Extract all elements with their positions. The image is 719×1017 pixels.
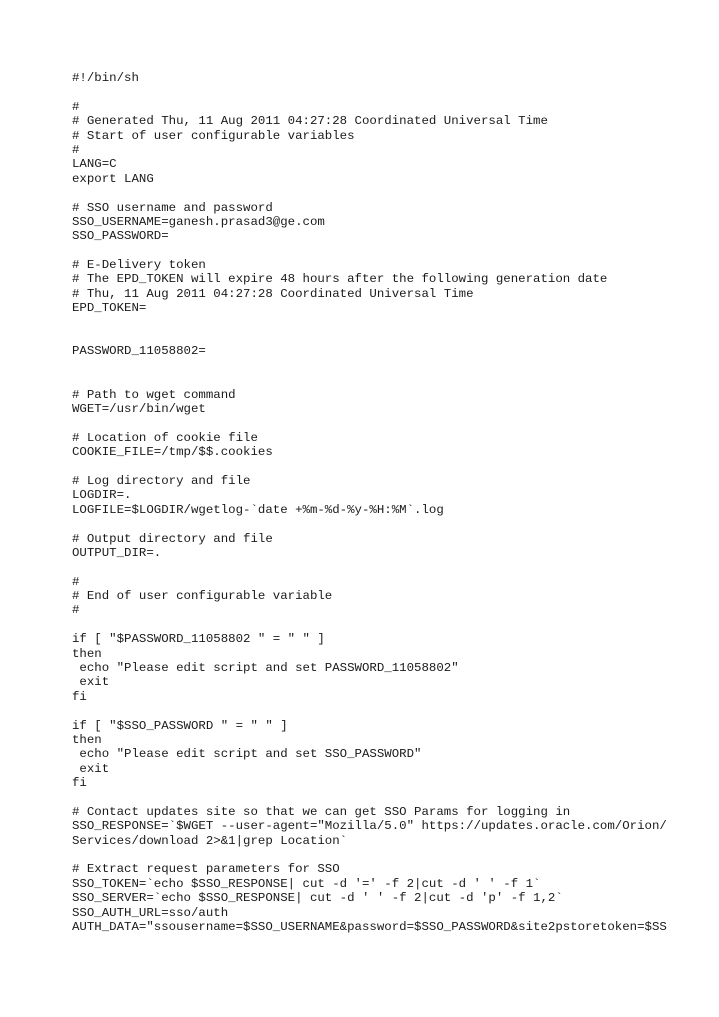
script-line: # E-Delivery token [72, 258, 206, 273]
script-line: EPD_TOKEN= [72, 301, 147, 316]
shell-script-text [72, 71, 712, 934]
blank-line [72, 373, 712, 387]
script-line: SSO_RESPONSE=`$WGET --user-agent="Mozilla/5.0" https://updates.oracle.com/Orion/ [72, 819, 667, 834]
blank-line [72, 848, 712, 862]
script-line: Services/download 2>&1|grep Location` [72, 833, 348, 848]
script-line: # Log directory and file [72, 473, 251, 488]
script-line: LOGDIR=. [72, 488, 132, 503]
script-line: SSO_AUTH_URL=sso/auth [72, 905, 229, 920]
script-line: export LANG [72, 171, 154, 186]
script-line: # Location of cookie file [72, 430, 258, 445]
blank-line [72, 359, 712, 373]
script-line: if [ "$PASSWORD_11058802 " = " " ] [72, 632, 325, 647]
blank-line [72, 704, 712, 718]
script-line: echo "Please edit script and set PASSWORD_11058802" [72, 661, 459, 676]
script-line: SSO_USERNAME=ganesh.prasad3@ge.com [72, 214, 325, 229]
script-line: WGET=/usr/bin/wget [72, 401, 206, 416]
script-line: then [72, 646, 102, 661]
script-line: # SSO username and password [72, 200, 273, 215]
script-line: fi [72, 689, 87, 704]
script-line: then [72, 732, 102, 747]
script-line: # Thu, 11 Aug 2011 04:27:28 Coordinated Universal Time [72, 286, 474, 301]
script-line: LOGFILE=$LOGDIR/wgetlog-`date +%m-%d-%y-%H:%M`.log [72, 502, 444, 517]
script-line: exit [72, 675, 110, 690]
script-line: # Extract request parameters for SSO [72, 862, 340, 877]
blank-line [72, 791, 712, 805]
script-line: # The EPD_TOKEN will expire 48 hours after the following generation date [72, 272, 608, 287]
script-line: exit [72, 761, 110, 776]
script-line: #!/bin/sh [72, 71, 139, 85]
script-line: PASSWORD_11058802= [72, 344, 206, 359]
script-line: # Generated Thu, 11 Aug 2011 04:27:28 Coordinated Universal Time [72, 114, 548, 129]
script-line: SSO_PASSWORD= [72, 229, 169, 244]
script-line: # Contact updates site so that we can get SSO Params for logging in [72, 804, 571, 819]
blank-line [72, 560, 712, 574]
script-line: SSO_SERVER=`echo $SSO_RESPONSE| cut -d ' ' -f 2|cut -d 'p' -f 1,2` [72, 891, 563, 906]
blank-line [72, 85, 712, 99]
blank-line [72, 186, 712, 200]
script-line: # Path to wget command [72, 387, 236, 402]
script-line: # [72, 142, 80, 157]
blank-line [72, 460, 712, 474]
script-line: # [72, 574, 80, 589]
blank-line [72, 618, 712, 632]
script-line: SSO_TOKEN=`echo $SSO_RESPONSE| cut -d '=' -f 2|cut -d ' ' -f 1` [72, 876, 541, 891]
script-line: OUTPUT_DIR=. [72, 545, 162, 560]
blank-line [72, 330, 712, 344]
script-line: AUTH_DATA="ssousername=$SSO_USERNAME&password=$SSO_PASSWORD&site2pstoretoken=$SS [72, 920, 667, 935]
script-line: # End of user configurable variable [72, 589, 333, 604]
blank-line [72, 244, 712, 258]
blank-line [72, 416, 712, 430]
script-line: echo "Please edit script and set SSO_PASSWORD" [72, 747, 422, 762]
script-line: # [72, 99, 80, 114]
script-line: fi [72, 776, 87, 791]
script-line: if [ "$SSO_PASSWORD " = " " ] [72, 718, 288, 733]
script-line: # Start of user configurable variables [72, 128, 355, 143]
script-line: LANG=C [72, 157, 117, 172]
script-line: # [72, 603, 80, 618]
blank-line [72, 316, 712, 330]
blank-line [72, 517, 712, 531]
script-line: COOKIE_FILE=/tmp/$$.cookies [72, 445, 273, 460]
script-line: # Output directory and file [72, 531, 273, 546]
